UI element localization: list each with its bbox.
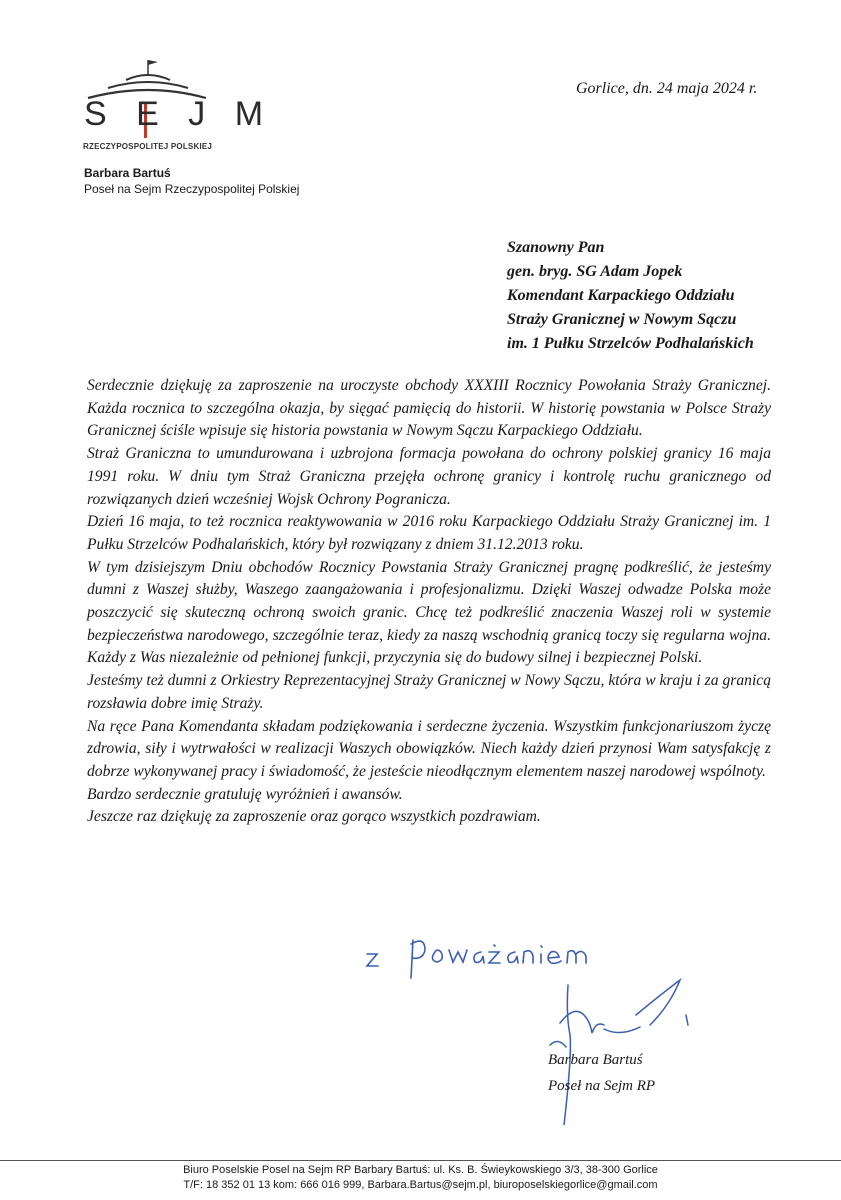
recipient-line: Komendant Karpackiego Oddziału	[507, 287, 735, 304]
body-paragraph: Bardzo serdecznie gratuluję wyróżnień i awansów.	[87, 785, 403, 803]
body-paragraph: Na ręce Pana Komendanta składam podziękowania i serdeczne życzenia. Wszystkim funkcjonariuszom życzę zdrowia, siły i wytrwałości w realizacji Waszych obowiązków. Niech każdy dzień przynosi Wam satysfakcję z dobrze wykonywanej pracy i świadomość, że jesteście nieodłącznym elementem naszej narodowej wspólnoty.	[87, 717, 771, 780]
signature-title: Poseł na Sejm RP	[548, 1078, 656, 1094]
recipient-line: gen. bryg. SG Adam Jopek	[507, 263, 683, 280]
sejm-logo-subtitle: RZECZYPOSPOLITEJ POLSKIEJ	[83, 142, 213, 151]
body-paragraph: Jesteśmy też dumni z Orkiestry Reprezentacyjnej Straży Granicznej w Nowy Sączu, która w kraju i za granicą rozsławia dobre imię Straży.	[87, 672, 771, 712]
body-paragraph: Straż Graniczna to umundurowana i uzbrojona formacja powołana do ochrony polskiej granicy 16 maja 1991 roku. W dniu tym Straż Graniczna przejęła ochronę granicy i kontrolę ruchu granicznego od rozwiązanych dzień wcześniej Wojsk Ochrony Pogranicza.	[87, 445, 771, 508]
footer-divider	[0, 1160, 841, 1161]
place-date: Gorlice, dn. 24 maja 2024 r.	[576, 80, 758, 97]
footer	[0, 1163, 841, 1193]
letter-body	[87, 375, 771, 829]
body-paragraph: Jeszcze raz dziękuję za zaproszenie oraz gorąco wszystkich pozdrawiam.	[87, 808, 541, 826]
recipient-line: im. 1 Pułku Strzelców Podhalańskich	[507, 335, 754, 352]
body-paragraph: W tym dzisiejszym Dniu obchodów Rocznicy Powstania Straży Granicznej pragnę podkreślić, że jesteśmy dumni z Waszej służby, Waszego zaangażowania i profesjonalizmu. Dzięki Waszej odwadze Polska może poszczycić się skuteczną ochroną swoich granic. Chcę też podkreślić znaczenia Waszej roli w systemie bezpieczeństwa narodowego, szczególnie teraz, kiedy za naszą wschodnią granicą toczy się regularna wojna. Każdy z Was niezależnie od pełnionej funkcji, przyczynia się do budowy silnej i bezpiecznej Polski.	[87, 558, 771, 667]
footer-address: Biuro Poselskie Posel na Sejm RP Barbary Bartuś: ul. Ks. B. Świeykowskiego 3/3, 38-300 Gorlice	[183, 1164, 658, 1176]
handwritten-signature	[540, 975, 710, 1125]
recipient-line: Straży Granicznej w Nowym Sączu	[507, 311, 737, 328]
author-title: Poseł na Sejm Rzeczypospolitej Polskiej	[84, 182, 300, 196]
recipient-block	[507, 236, 754, 356]
sejm-logo-text: S E J M	[84, 95, 274, 133]
body-paragraph: Serdecznie dziękuję za zaproszenie na uroczyste obchody XXXIII Rocznicy Powołania Straży Granicznej. Każda rocznica to szczególna okazja, by sięgać pamięcią do historii. W historię powstania w Polsce Straży Granicznej ściśle wpisuje się historia powstania w Nowym Sączu Karpackiego Oddziału.	[87, 377, 771, 440]
body-paragraph: Dzień 16 maja, to też rocznica reaktywowania w 2016 roku Karpackiego Oddziału Straży Granicznej im. 1 Pułku Strzelców Podhalańskich, który był rozwiązany z dniem 31.12.2013 roku.	[87, 513, 771, 553]
signature-name: Barbara Bartuś	[548, 1052, 643, 1068]
handwritten-closing	[365, 930, 605, 980]
footer-contact: T/F: 18 352 01 13 kom: 666 016 999, Barbara.Bartus@sejm.pl, biuroposelskiegorlice@gmail.com	[183, 1179, 658, 1191]
author-name: Barbara Bartuś	[84, 166, 171, 180]
recipient-line: Szanowny Pan	[507, 239, 605, 256]
